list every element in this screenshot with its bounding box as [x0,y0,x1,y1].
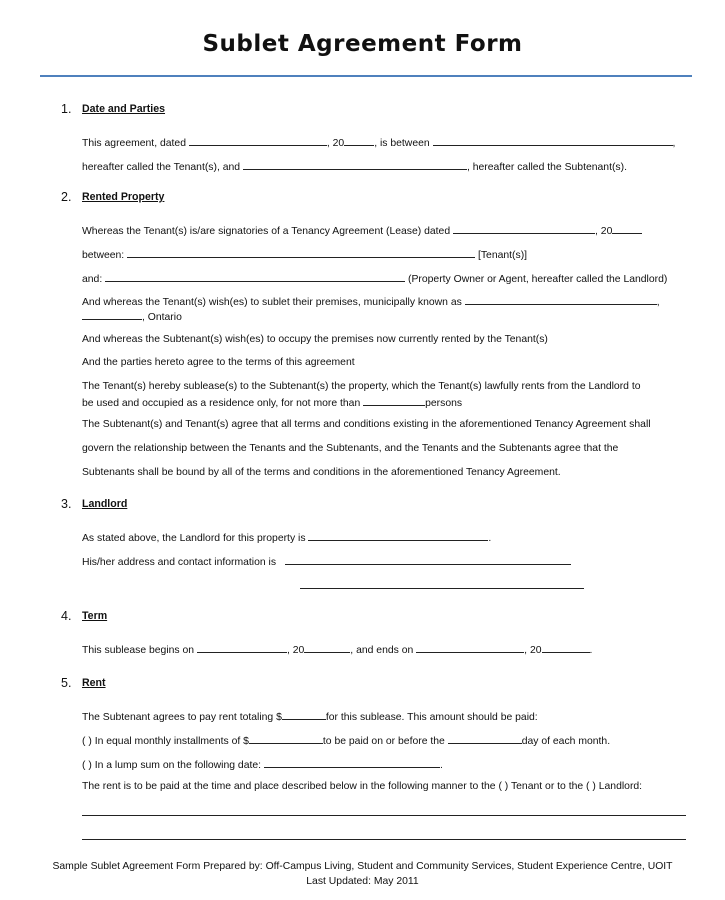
text: , hereafter called the Subtenant(s). [466,162,627,173]
s5-line-4: The rent is to be paid at the time and place described below in the following manner to the ( ) Tenant or to the ( ) Landlord: [82,781,643,792]
text: This sublease begins on [82,645,195,656]
rent-total-blank[interactable] [282,709,326,720]
text: , 20 [524,645,542,656]
start-date-blank[interactable] [197,642,287,653]
text: The Subtenant agrees to pay rent totaling $ [82,712,282,723]
s2-line-2 [82,247,527,263]
footer-prepared-by: Sample Sublet Agreement Form Prepared by: Off-Campus Living, Student and Community Services, Student Experience Centre, UOIT [52,861,673,872]
s2-line-3 [82,271,667,287]
section-title-term: Term [82,610,108,622]
s2-line-9 [82,395,462,411]
landlord-blank[interactable] [105,271,405,282]
s5-line-3 [82,757,443,773]
lump-sum-date-blank[interactable] [264,757,440,768]
landlord-name-blank[interactable] [308,530,488,541]
text: , is between [374,138,430,149]
s2-line-1 [82,223,642,239]
agreement-year-blank[interactable] [344,135,374,146]
text: [Tenant(s)] [477,250,528,261]
section-title-landlord: Landlord [82,498,128,510]
payment-details-blank-1[interactable] [82,815,686,816]
premises-address-blank[interactable] [465,294,657,305]
subtenant-name-blank[interactable] [243,159,467,170]
end-date-blank[interactable] [416,642,524,653]
text: , and ends on [350,645,414,656]
text: ( ) In a lump sum on the following date: [82,760,262,771]
s2-line-7: And the parties hereto agree to the terms of this agreement [82,357,355,368]
tenants-blank[interactable] [127,247,475,258]
text: persons [425,398,463,409]
s1-line-1 [82,135,675,151]
text: to be paid on or before the [322,736,445,747]
section-number: 1. [61,102,72,116]
tenant-name-blank[interactable] [433,135,673,146]
payment-details-blank-2[interactable] [82,839,686,840]
title-divider [40,75,692,77]
text: As stated above, the Landlord for this property is [82,533,306,544]
landlord-contact-blank-2[interactable] [300,588,584,589]
footer-last-updated: Last Updated: May 2011 [306,876,419,887]
s5-line-1 [82,709,538,725]
s4-line-1 [82,642,592,658]
s5-line-2 [82,733,610,749]
s2-line-4 [82,294,660,310]
text: . [439,760,443,771]
s2-line-12: Subtenants shall be bound by all of the terms and conditions in the aforementioned Tenancy Agreement. [82,467,561,478]
text: , 20 [595,226,613,237]
municipality-blank[interactable] [82,309,142,320]
section-number: 4. [61,609,72,623]
section-number: 5. [61,676,72,690]
s2-line-11: govern the relationship between the Tenants and the Subtenants, and the Tenants and the Subtenants agree that the [82,443,619,454]
text: And whereas the Tenant(s) wish(es) to sublet their premises, municipally known as [82,297,462,308]
text: be used and occupied as a residence only, for not more than [82,398,361,409]
text: and: [82,274,103,285]
text: for this sublease. This amount should be paid: [325,712,538,723]
s2-line-6: And whereas the Subtenant(s) wish(es) to occupy the premises now currently rented by the Tenant(s) [82,334,548,345]
text: . [589,645,593,656]
s1-line-2 [82,159,627,175]
landlord-contact-blank[interactable] [285,554,571,565]
start-year-blank[interactable] [304,642,350,653]
text: day of each month. [521,736,611,747]
due-day-blank[interactable] [448,733,522,744]
text: Whereas the Tenant(s) is/are signatories of a Tenancy Agreement (Lease) dated [82,226,451,237]
s2-line-5 [82,309,182,325]
text: , [672,138,676,149]
text: , [656,297,660,308]
occupants-blank[interactable] [363,395,425,406]
lease-year-blank[interactable] [612,223,642,234]
text: , 20 [286,645,305,656]
lease-date-blank[interactable] [453,223,595,234]
text: His/her address and contact information is [82,557,277,568]
text: , Ontario [142,312,182,323]
section-title-rented-property: Rented Property [82,191,165,203]
text: between: [82,250,125,261]
s2-line-8: The Tenant(s) hereby sublease(s) to the Subtenant(s) the property, which the Tenant(s) lawfully rents from the Landlord to [82,381,641,392]
s2-line-10: The Subtenant(s) and Tenant(s) agree that all terms and conditions existing in the aforementioned Tenancy Agreement shall [82,419,651,430]
agreement-date-blank[interactable] [189,135,327,146]
section-number: 2. [61,190,72,204]
section-number: 3. [61,497,72,511]
s3-line-2 [82,554,571,570]
section-title-date-parties: Date and Parties [82,103,166,115]
text: (Property Owner or Agent, hereafter called the Landlord) [408,274,668,285]
document-title: Sublet Agreement Form [202,31,523,57]
text: ( ) In equal monthly installments of $ [82,736,249,747]
s3-line-1 [82,530,491,546]
section-title-rent: Rent [82,677,106,689]
monthly-amount-blank[interactable] [249,733,323,744]
text: hereafter called the Tenant(s), and [82,162,241,173]
text: This agreement, dated [82,138,186,149]
end-year-blank[interactable] [542,642,590,653]
text: . [488,533,492,544]
text: , 20 [326,138,345,149]
